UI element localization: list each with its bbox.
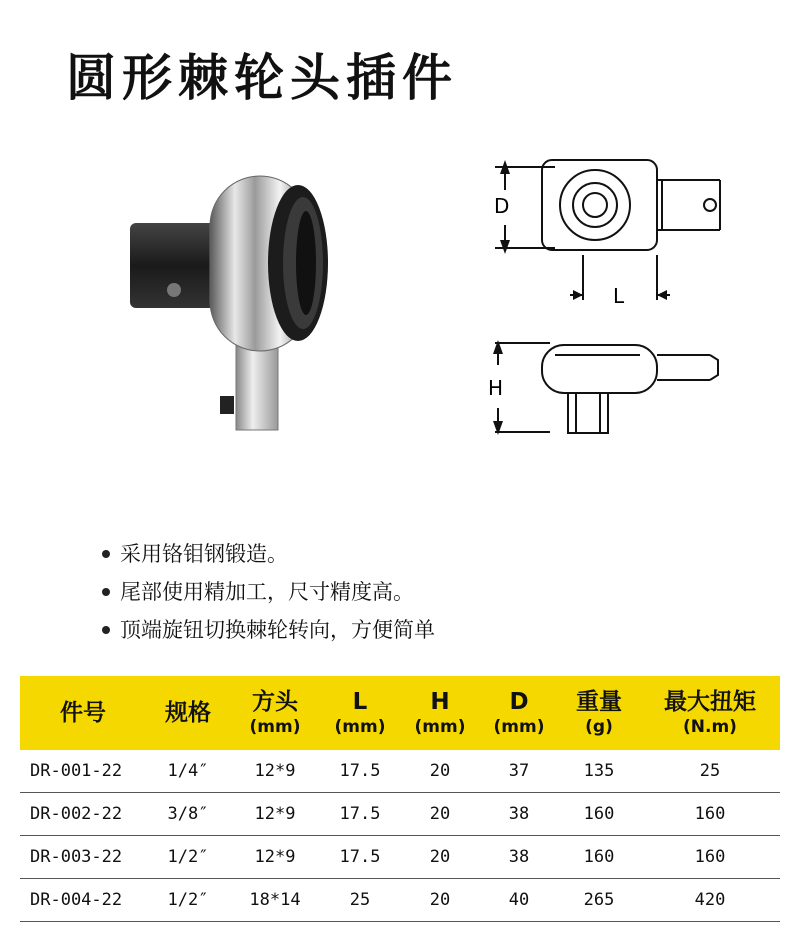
cell-part-no: DR-003-22 bbox=[20, 836, 146, 879]
header-h: H (mm) bbox=[400, 676, 480, 750]
cell-square: 18*14 bbox=[230, 879, 320, 922]
cell-part-no: DR-001-22 bbox=[20, 750, 146, 793]
header-spec: 规格 bbox=[146, 676, 230, 750]
header-max-torque: 最大扭矩 (N.m) bbox=[640, 676, 780, 750]
dimension-h-label: H bbox=[488, 376, 504, 400]
feature-item: 采用铬钼钢锻造。 bbox=[100, 535, 435, 573]
page-title: 圆形棘轮头插件 bbox=[66, 49, 458, 107]
product-photo bbox=[128, 168, 338, 438]
cell-square: 12*9 bbox=[230, 750, 320, 793]
cell-d: 37 bbox=[480, 750, 558, 793]
dimension-d-label: D bbox=[494, 194, 510, 218]
cell-weight: 265 bbox=[558, 879, 640, 922]
cell-spec: 1/2″ bbox=[146, 879, 230, 922]
cell-weight: 160 bbox=[558, 836, 640, 879]
header-part-no: 件号 bbox=[20, 676, 146, 750]
cell-h: 20 bbox=[400, 879, 480, 922]
table-row bbox=[20, 879, 780, 922]
cell-square: 12*9 bbox=[230, 836, 320, 879]
cell-square: 12*9 bbox=[230, 793, 320, 836]
header-d: D (mm) bbox=[480, 676, 558, 750]
cell-l: 17.5 bbox=[320, 750, 400, 793]
cell-d: 40 bbox=[480, 879, 558, 922]
table-row bbox=[20, 793, 780, 836]
cell-part-no: DR-002-22 bbox=[20, 793, 146, 836]
cell-h: 20 bbox=[400, 836, 480, 879]
table-row bbox=[20, 836, 780, 879]
cell-h: 20 bbox=[400, 750, 480, 793]
cell-d: 38 bbox=[480, 793, 558, 836]
cell-torque: 160 bbox=[640, 793, 780, 836]
cell-h: 20 bbox=[400, 793, 480, 836]
cell-weight: 160 bbox=[558, 793, 640, 836]
cell-spec: 3/8″ bbox=[146, 793, 230, 836]
cell-spec: 1/2″ bbox=[146, 836, 230, 879]
dimension-diagram bbox=[480, 150, 750, 450]
cell-l: 25 bbox=[320, 879, 400, 922]
cell-l: 17.5 bbox=[320, 793, 400, 836]
cell-torque: 25 bbox=[640, 750, 780, 793]
cell-torque: 420 bbox=[640, 879, 780, 922]
header-weight: 重量 (g) bbox=[558, 676, 640, 750]
cell-spec: 1/4″ bbox=[146, 750, 230, 793]
cell-weight: 135 bbox=[558, 750, 640, 793]
feature-item: 顶端旋钮切换棘轮转向，方便简单 bbox=[100, 611, 435, 649]
feature-item: 尾部使用精加工，尺寸精度高。 bbox=[100, 573, 435, 611]
table-header-row bbox=[20, 676, 780, 750]
dimension-l-label: L bbox=[613, 284, 625, 308]
table-row bbox=[20, 750, 780, 793]
cell-part-no: DR-004-22 bbox=[20, 879, 146, 922]
feature-list bbox=[100, 535, 435, 649]
cell-l: 17.5 bbox=[320, 836, 400, 879]
header-square: 方头 (mm) bbox=[230, 676, 320, 750]
header-l: L (mm) bbox=[320, 676, 400, 750]
cell-torque: 160 bbox=[640, 836, 780, 879]
spec-table bbox=[20, 676, 780, 922]
cell-d: 38 bbox=[480, 836, 558, 879]
